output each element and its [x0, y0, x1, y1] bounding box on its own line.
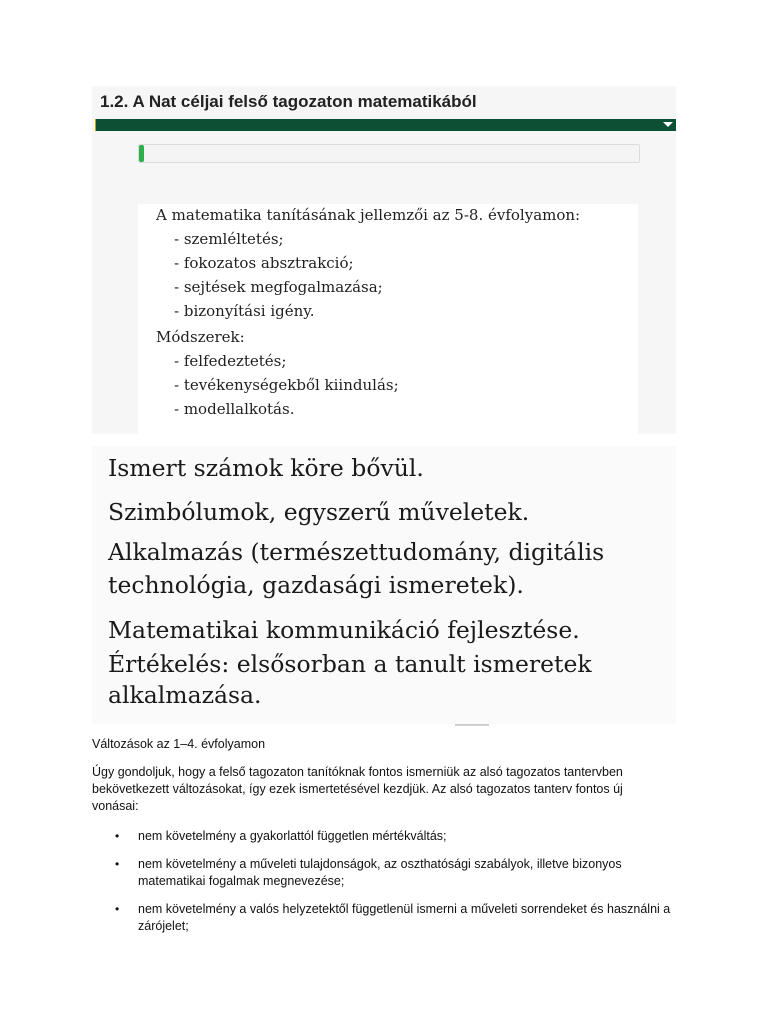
- slide-line: Alkalmazás (természettudomány, digitális: [108, 538, 605, 566]
- bullet-icon: •: [115, 902, 120, 916]
- card-line: - modellalkotás.: [174, 400, 295, 418]
- card-line: - fokozatos absztrakció;: [174, 254, 354, 272]
- list-item: [92, 828, 672, 845]
- card-line: - tevékenységekből kiindulás;: [174, 376, 399, 394]
- slide-title: 1.2. A Nat céljai felső tagozaton matematikából: [100, 92, 477, 111]
- slide-line: Értékelés: elsősorban a tanult ismeretek: [108, 650, 592, 678]
- dropdown-triangle-icon[interactable]: [663, 122, 673, 127]
- slide-line: Ismert számok köre bővül.: [108, 454, 424, 482]
- card-line: Módszerek:: [156, 328, 245, 346]
- document-body: [92, 736, 672, 946]
- list-item-text: nem követelmény a gyakorlattól független mértékváltás;: [138, 829, 447, 843]
- slide-line: Szimbólumok, egyszerű műveletek.: [108, 498, 530, 526]
- card-line: A matematika tanításának jellemzői az 5-8. évfolyamon:: [156, 206, 581, 224]
- slide-line: alkalmazása.: [108, 681, 262, 709]
- slide-line: Matematikai kommunikáció fejlesztése.: [108, 616, 580, 644]
- section-heading: Változások az 1–4. évfolyamon: [92, 737, 266, 751]
- paragraph: Úgy gondoljuk, hogy a felső tagozaton tanítóknak fontos ismerniük az alsó tagozatos tantervben bekövetkezett változásokat, így ezek ismertetésével kezdjük. Az alsó tagozatos tanterv fontos új vonásai:: [92, 765, 623, 813]
- progress-bar: [138, 144, 640, 163]
- list-item: [92, 901, 672, 935]
- slide-screenshot-top: [92, 86, 676, 434]
- card-line: - felfedeztetés;: [174, 352, 287, 370]
- card-line: - bizonyítási igény.: [174, 302, 315, 320]
- header-bar[interactable]: [96, 119, 676, 131]
- slide-screenshot-bottom: [92, 446, 676, 724]
- list-item: [92, 856, 672, 890]
- bullet-icon: •: [115, 829, 120, 843]
- bullet-icon: •: [115, 857, 120, 871]
- card-line: - sejtések megfogalmazása;: [174, 278, 383, 296]
- list-item-text: nem követelmény a valós helyzetektől függetlenül ismerni a műveleti sorrendeket és használni a zárójelet;: [138, 902, 671, 933]
- progress-fill: [139, 145, 144, 162]
- content-card: [138, 204, 638, 434]
- bullet-list: [92, 828, 672, 935]
- list-item-text: nem követelmény a műveleti tulajdonságok, az oszthatósági szabályok, illetve bizonyos matematikai fogalmak megnevezése;: [138, 857, 622, 888]
- card-line: - szemléltetés;: [174, 230, 284, 248]
- divider: [455, 724, 489, 726]
- slide-line: technológia, gazdasági ismeretek).: [108, 571, 524, 599]
